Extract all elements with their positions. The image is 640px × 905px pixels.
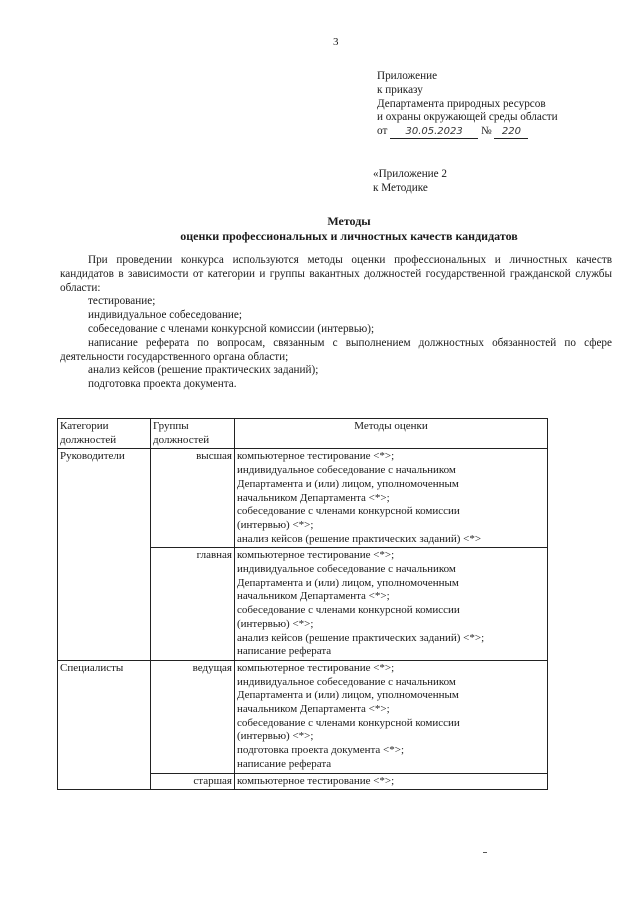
- method-line: собеседование с членами конкурсной комиссии: [237, 604, 460, 617]
- appendix-line: Департамента природных ресурсов: [377, 97, 546, 110]
- method-line: написание реферата: [237, 757, 332, 770]
- group-cell: ведущая: [151, 660, 235, 773]
- method-line: компьютерное тестирование <*>;: [237, 450, 395, 463]
- appendix-header: [377, 70, 627, 139]
- method-line: Департамента и (или) лицом, уполномоченным: [237, 477, 459, 490]
- method-line: подготовка проекта документа <*>;: [237, 744, 405, 757]
- group-cell: главная: [151, 548, 235, 661]
- table-row: [58, 660, 548, 773]
- method-line: Департамента и (или) лицом, уполномоченным: [237, 576, 459, 589]
- handwritten-number: 220: [494, 126, 528, 139]
- group-cell: высшая: [151, 449, 235, 548]
- method-line: начальником Департамента <*>;: [237, 491, 390, 504]
- methods-cell: [235, 660, 548, 773]
- method-line: анализ кейсов (решение практических заданий) <*>: [237, 532, 482, 545]
- method-list-item: написание реферата по вопросам, связанным с выполнением должностных обязанностей по сфере деятельности государственного органа области;: [60, 336, 612, 363]
- header-group: Группы должностей: [151, 419, 235, 449]
- method-list-item: подготовка проекта документа.: [88, 378, 237, 391]
- handwritten-date: 30.05.2023: [390, 126, 478, 139]
- method-list-item: тестирование;: [88, 295, 156, 308]
- method-list-item: собеседование с членами конкурсной комиссии (интервью);: [88, 322, 375, 335]
- number-prefix: №: [480, 125, 492, 138]
- document-title: [60, 214, 638, 244]
- appendix-line: к приказу: [377, 83, 423, 96]
- methods-cell: [235, 548, 548, 661]
- methods-table: [57, 418, 548, 790]
- category-cell: Руководители: [58, 449, 151, 661]
- method-list-item: индивидуальное собеседование;: [88, 309, 242, 322]
- appendix-2-line: «Приложение 2: [373, 168, 448, 180]
- method-line: (интервью) <*>;: [237, 518, 314, 531]
- method-line: индивидуальное собеседование с начальником: [237, 563, 456, 576]
- title-line: Методы: [327, 214, 371, 228]
- header-methods: Методы оценки: [235, 419, 548, 449]
- methods-cell: [235, 449, 548, 548]
- method-line: собеседование с членами конкурсной комиссии: [237, 716, 460, 729]
- header-category: Категории должностей: [58, 419, 151, 449]
- method-line: компьютерное тестирование <*>;: [237, 774, 395, 787]
- category-cell: Специалисты: [58, 660, 151, 789]
- method-line: начальником Департамента <*>;: [237, 590, 390, 603]
- method-list-item: анализ кейсов (решение практических заданий);: [88, 364, 319, 377]
- date-prefix: от: [377, 125, 388, 138]
- methods-cell: [235, 773, 548, 790]
- scan-mark: [483, 852, 487, 853]
- method-line: анализ кейсов (решение практических заданий) <*>;: [237, 631, 485, 644]
- appendix-line: и охраны окружающей среды области: [377, 111, 558, 124]
- appendix-2-header: [373, 168, 623, 196]
- method-line: собеседование с членами конкурсной комиссии: [237, 505, 460, 518]
- intro-paragraph: При проведении конкурса используются методы оценки профессиональных и личностных качеств кандидатов в зависимости от категории и группы вакантных должностей государственной гражданской службы области:: [60, 254, 612, 294]
- method-line: компьютерное тестирование <*>;: [237, 549, 395, 562]
- intro-text: [60, 254, 612, 392]
- method-line: Департамента и (или) лицом, уполномоченным: [237, 689, 459, 702]
- method-line: индивидуальное собеседование с начальником: [237, 464, 456, 477]
- method-line: начальником Департамента <*>;: [237, 703, 390, 716]
- method-line: индивидуальное собеседование с начальником: [237, 675, 456, 688]
- method-line: (интервью) <*>;: [237, 730, 314, 743]
- page-number: 3: [333, 36, 339, 48]
- method-line: (интервью) <*>;: [237, 617, 314, 630]
- title-line: оценки профессиональных и личностных качеств кандидатов: [180, 229, 518, 243]
- table-row: [58, 449, 548, 548]
- group-cell: старшая: [151, 773, 235, 790]
- appendix-line: Приложение: [377, 70, 438, 82]
- order-date-number-line: [377, 125, 627, 139]
- method-line: написание реферата: [237, 645, 332, 658]
- appendix-2-line: к Методике: [373, 181, 428, 194]
- table-header-row: [58, 419, 548, 449]
- method-line: компьютерное тестирование <*>;: [237, 661, 395, 674]
